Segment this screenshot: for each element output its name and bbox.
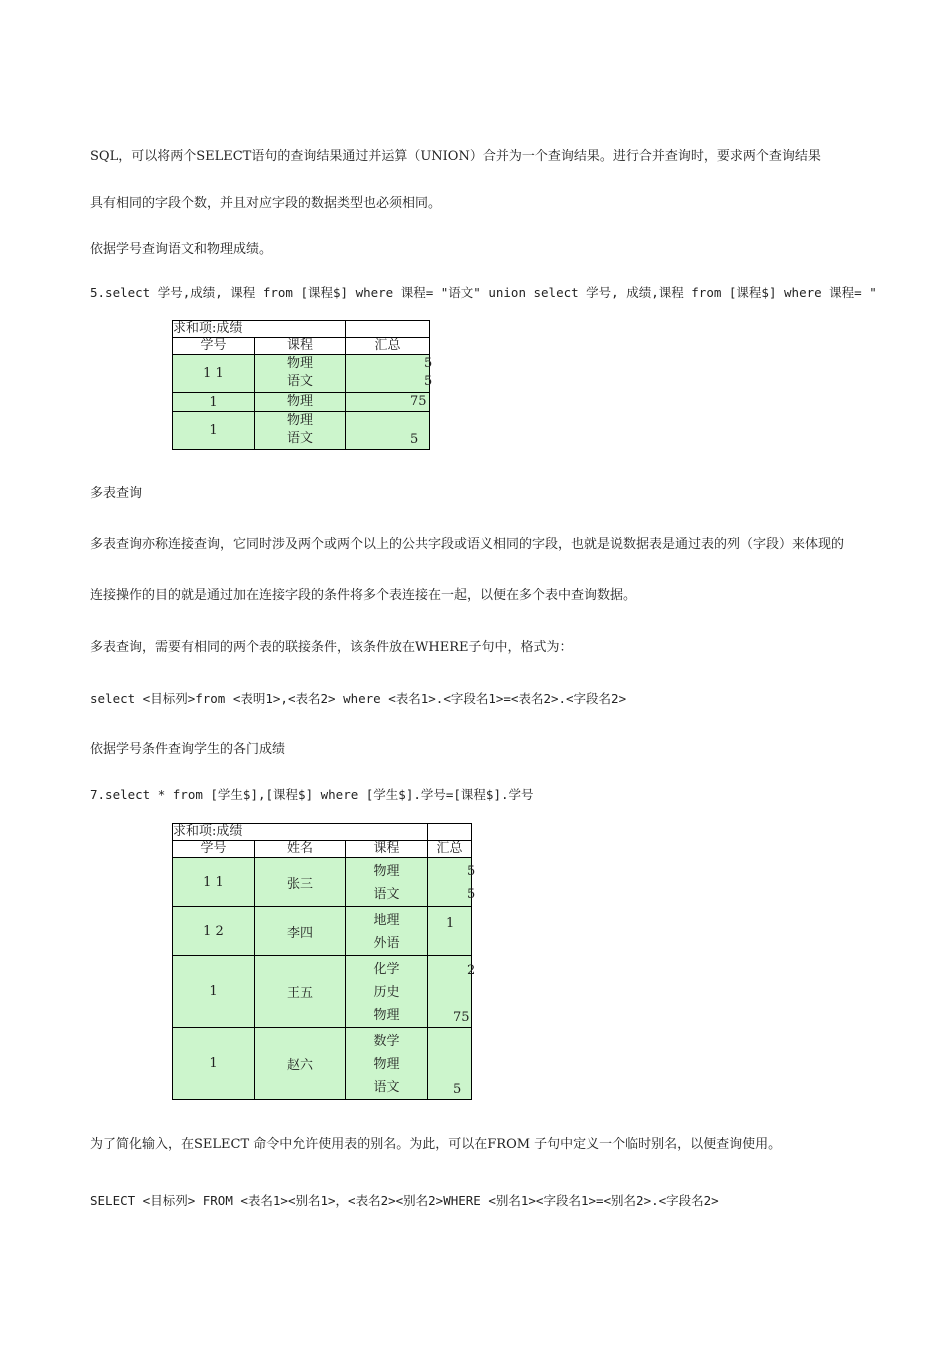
table-row bbox=[173, 393, 430, 412]
course-name: 语文 bbox=[287, 374, 314, 389]
paragraph-query-desc-1: 依据学号查询语文和物理成绩。 bbox=[90, 242, 273, 257]
student-id-cell: 1 bbox=[173, 393, 255, 412]
course-cell bbox=[346, 858, 428, 907]
total-cell bbox=[428, 956, 476, 1028]
course-name: 化学 bbox=[373, 962, 400, 977]
student-id-cell: 1 bbox=[173, 1028, 255, 1100]
course-name: 物理 bbox=[373, 864, 400, 879]
sql-join-syntax: select <目标列>from <表明1>,<表名2> where <表名1>.<字段名1>=<表名2>.<字段名2> bbox=[90, 691, 627, 706]
student-name-cell: 李四 bbox=[255, 907, 346, 956]
column-header-total: 汇总 bbox=[428, 841, 472, 858]
course-cell bbox=[346, 956, 428, 1028]
course-name: 历史 bbox=[373, 985, 400, 1000]
total-value: 75 bbox=[410, 394, 427, 409]
course-cell bbox=[346, 1028, 428, 1100]
column-header-name: 姓名 bbox=[255, 841, 346, 858]
pivot-table-union bbox=[172, 320, 433, 450]
pivot-title-blank bbox=[428, 824, 472, 841]
table-row bbox=[173, 1028, 472, 1100]
student-id-cell: 1 bbox=[173, 412, 255, 450]
course-name: 数学 bbox=[373, 1034, 400, 1049]
course-cell bbox=[255, 412, 346, 450]
total-value: 5 bbox=[453, 1082, 462, 1097]
total-cell bbox=[428, 907, 472, 956]
course-cell bbox=[346, 907, 428, 956]
paragraph-join-definition: 多表查询亦称连接查询，它同时涉及两个或两个以上的公共字段或语义相同的字段，也就是说数据表是通过表的列（字段）来体现的 bbox=[90, 537, 845, 552]
pivot-title: 求和项:成绩 bbox=[173, 321, 346, 338]
total-value: 1 bbox=[446, 916, 455, 931]
course-name: 物理 bbox=[287, 394, 314, 409]
course-name: 物理 bbox=[373, 1008, 400, 1023]
total-value: 5 bbox=[467, 887, 476, 902]
student-id-cell: 1 1 bbox=[173, 355, 255, 393]
column-header-total: 汇总 bbox=[346, 338, 430, 355]
course-name: 物理 bbox=[287, 413, 314, 428]
pivot-title: 求和项:成绩 bbox=[173, 824, 428, 841]
sql-statement-union: 5.select 学号,成绩, 课程 from [课程$] where 课程= "语文" union select 学号, 成绩,课程 from [课程$] where 课程= " bbox=[90, 285, 877, 300]
sql-alias-syntax: SELECT <目标列> FROM <表名1><别名1>，<表名2><别名2>WHERE <别名1><字段名1>=<别名2>.<字段名2> bbox=[90, 1193, 719, 1208]
total-value: 5 bbox=[467, 864, 476, 879]
section-heading-multi-table: 多表查询 bbox=[90, 486, 143, 501]
student-id-cell: 1 2 bbox=[173, 907, 255, 956]
paragraph-join-condition: 多表查询，需要有相同的两个表的联接条件，该条件放在WHERE子句中，格式为： bbox=[90, 640, 573, 655]
total-cell bbox=[428, 858, 476, 907]
student-id-cell: 1 1 bbox=[173, 858, 255, 907]
student-name-cell: 王五 bbox=[255, 956, 346, 1028]
course-name: 物理 bbox=[287, 356, 314, 371]
table-row bbox=[173, 907, 472, 956]
course-name: 地理 bbox=[373, 913, 400, 928]
paragraph-union-requirement: 具有相同的字段个数，并且对应字段的数据类型也必须相同。 bbox=[90, 196, 442, 211]
course-name: 语文 bbox=[287, 431, 314, 446]
student-name-cell: 张三 bbox=[255, 858, 346, 907]
sql-statement-join: 7.select * from [学生$],[课程$] where [学生$].学号=[课程$].学号 bbox=[90, 787, 534, 802]
total-value: 2 bbox=[467, 963, 476, 978]
paragraph-join-purpose: 连接操作的目的就是通过加在连接字段的条件将多个表连接在一起，以便在多个表中查询数据。 bbox=[90, 588, 637, 603]
table-row bbox=[173, 858, 472, 907]
student-name-cell: 赵六 bbox=[255, 1028, 346, 1100]
total-cell bbox=[428, 1028, 472, 1100]
total-value: 5 bbox=[424, 356, 433, 371]
total-cell bbox=[346, 412, 430, 450]
paragraph-alias-intro: 为了简化输入，在SELECT 命令中允许使用表的别名。为此，可以在FROM 子句中定义一个临时别名，以便查询使用。 bbox=[90, 1137, 782, 1152]
student-id-cell: 1 bbox=[173, 956, 255, 1028]
table-row bbox=[173, 956, 472, 1028]
course-cell bbox=[255, 393, 346, 412]
pivot-table-join bbox=[172, 823, 476, 1100]
paragraph-union-intro: SQL，可以将两个SELECT语句的查询结果通过并运算（UNION）合并为一个查询结果。进行合并查询时，要求两个查询结果 bbox=[90, 149, 821, 164]
total-value: 5 bbox=[410, 432, 419, 447]
table-row bbox=[173, 412, 430, 450]
total-cell bbox=[346, 355, 433, 393]
course-name: 语文 bbox=[373, 887, 400, 902]
column-header-student-id: 学号 bbox=[173, 841, 255, 858]
column-header-course: 课程 bbox=[346, 841, 428, 858]
paragraph-query-desc-2: 依据学号条件查询学生的各门成绩 bbox=[90, 742, 286, 757]
course-name: 语文 bbox=[373, 1080, 400, 1095]
pivot-title-blank bbox=[346, 321, 430, 338]
course-name: 外语 bbox=[373, 936, 400, 951]
column-header-student-id: 学号 bbox=[173, 338, 255, 355]
column-header-course: 课程 bbox=[255, 338, 346, 355]
course-cell bbox=[255, 355, 346, 393]
course-name: 物理 bbox=[373, 1057, 400, 1072]
total-cell bbox=[346, 393, 430, 412]
total-value: 5 bbox=[424, 374, 433, 389]
total-value: 75 bbox=[453, 1010, 470, 1025]
table-row bbox=[173, 355, 430, 393]
